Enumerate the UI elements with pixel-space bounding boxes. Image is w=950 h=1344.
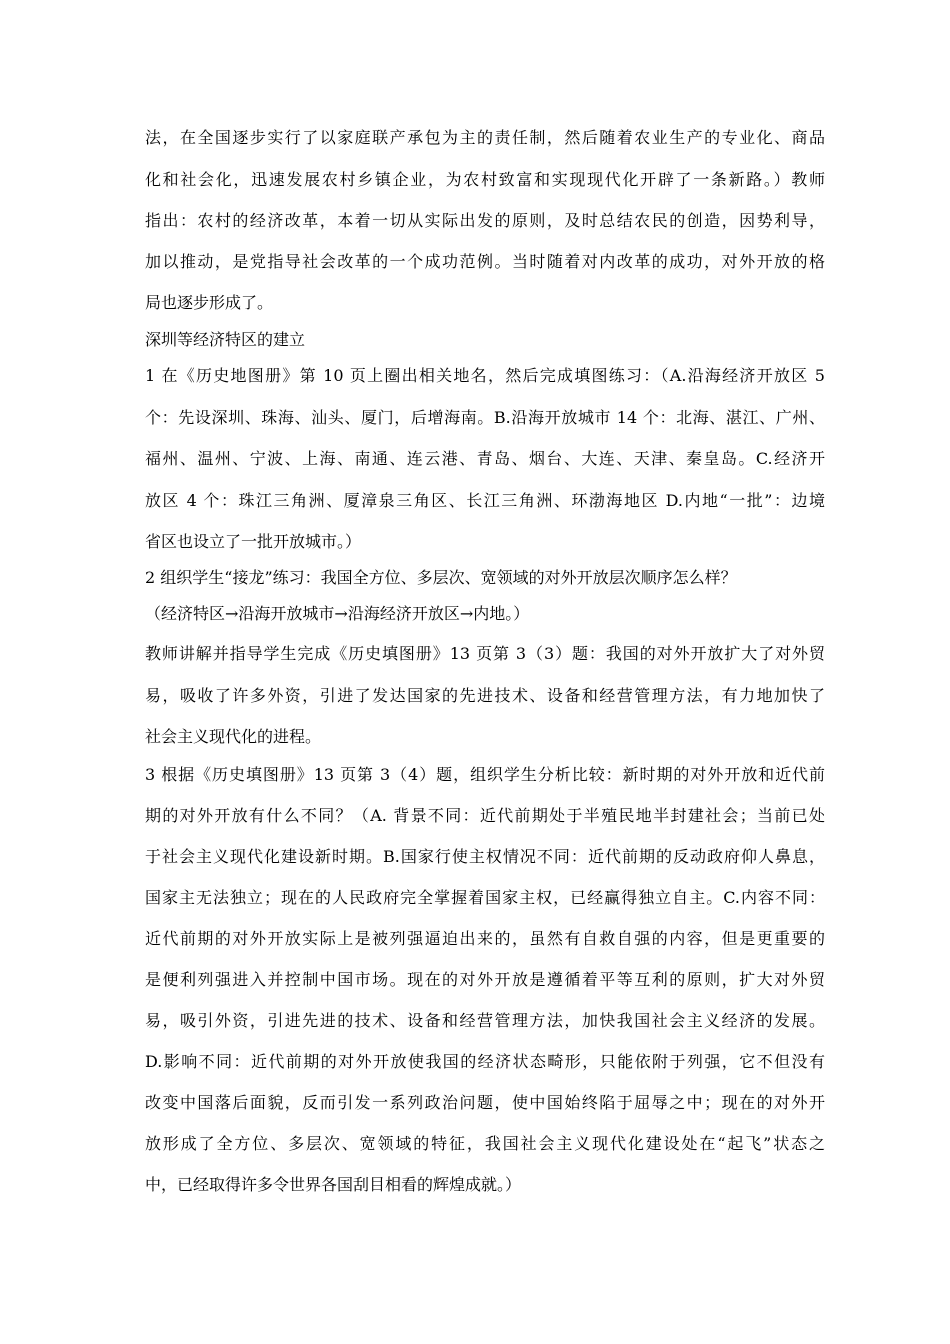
text-line: 2 组织学生“接龙”练习：我国全方位、多层次、宽领域的对外开放层次顺序怎么样？ — [145, 568, 737, 587]
text-line: 国家主无法独立；现在的人民政府完全掌握着国家主权，已经赢得独立自主。C.内容不同： — [145, 888, 825, 907]
text-line: 易，吸引外资，引进先进的技术、设备和经营管理方法，加快我国社会主义经济的发展。 — [145, 1011, 825, 1030]
text-line: 放区 4 个：珠江三角洲、厦漳泉三角区、长江三角洲、环渤海地区 D.内地“一批”：边境 — [145, 491, 825, 510]
text-line: 中，已经取得许多令世界各国刮目相看的辉煌成就。） — [145, 1175, 522, 1194]
text-line: 局也逐步形成了。 — [145, 293, 274, 312]
text-line: 改变中国落后面貌，反而引发一系列政治问题，使中国始终陷于屈辱之中；现在的对外开 — [145, 1093, 825, 1112]
text-line: 1 在《历史地图册》第 10 页上圈出相关地名，然后完成填图练习：（A.沿海经济开放区 5 — [145, 366, 825, 385]
text-line: 易，吸收了许多外资，引进了发达国家的先进技术、设备和经营管理方法，有力地加快了 — [145, 686, 825, 705]
text-line: 期的对外开放有什么不同？（A. 背景不同：近代前期处于半殖民地半封建社会；当前已处 — [145, 806, 825, 825]
text-line: 法，在全国逐步实行了以家庭联产承包为主的责任制，然后随着农业生产的专业化、商品 — [145, 128, 825, 147]
text-line: 加以推动，是党指导社会改革的一个成功范例。当时随着对内改革的成功，对外开放的格 — [145, 252, 825, 271]
text-line: 省区也设立了一批开放城市。） — [145, 532, 362, 551]
text-line: 是便利列强进入并控制中国市场。现在的对外开放是遵循着平等互利的原则，扩大对外贸 — [145, 970, 825, 989]
text-line: D.影响不同：近代前期的对外开放使我国的经济状态畸形，只能依附于列强，它不但没有 — [145, 1052, 825, 1071]
text-line: 指出：农村的经济改革，本着一切从实际出发的原则，及时总结农民的创造，因势利导， — [145, 211, 825, 230]
section-heading: 深圳等经济特区的建立 — [145, 330, 306, 349]
text-line: 于社会主义现代化建设新时期。B.国家行使主权情况不同：近代前期的反动政府仰人鼻息， — [145, 847, 825, 866]
text-line: 化和社会化，迅速发展农村乡镇企业，为农村致富和实现现代化开辟了一条新路。）教师 — [145, 170, 825, 189]
text-line: 个：先设深圳、珠海、汕头、厦门，后增海南。B.沿海开放城市 14 个：北海、湛江、广州、 — [145, 408, 825, 427]
text-line: 近代前期的对外开放实际上是被列强逼迫出来的，虽然有自救自强的内容，但是更重要的 — [145, 929, 825, 948]
text-line: 放形成了全方位、多层次、宽领域的特征，我国社会主义现代化建设处在“起飞”状态之 — [145, 1134, 825, 1153]
text-line: 3 根据《历史填图册》13 页第 3（4）题，组织学生分析比较：新时期的对外开放和近代前 — [145, 765, 825, 784]
text-line: 福州、温州、宁波、上海、南通、连云港、青岛、烟台、大连、天津、秦皇岛。C.经济开 — [145, 449, 825, 468]
text-line: 教师讲解并指导学生完成《历史填图册》13 页第 3（3）题：我国的对外开放扩大了对外贸 — [145, 644, 825, 663]
text-line: 社会主义现代化的进程。 — [145, 727, 322, 746]
text-line: （经济特区→沿海开放城市→沿海经济开放区→内地。） — [145, 604, 530, 623]
